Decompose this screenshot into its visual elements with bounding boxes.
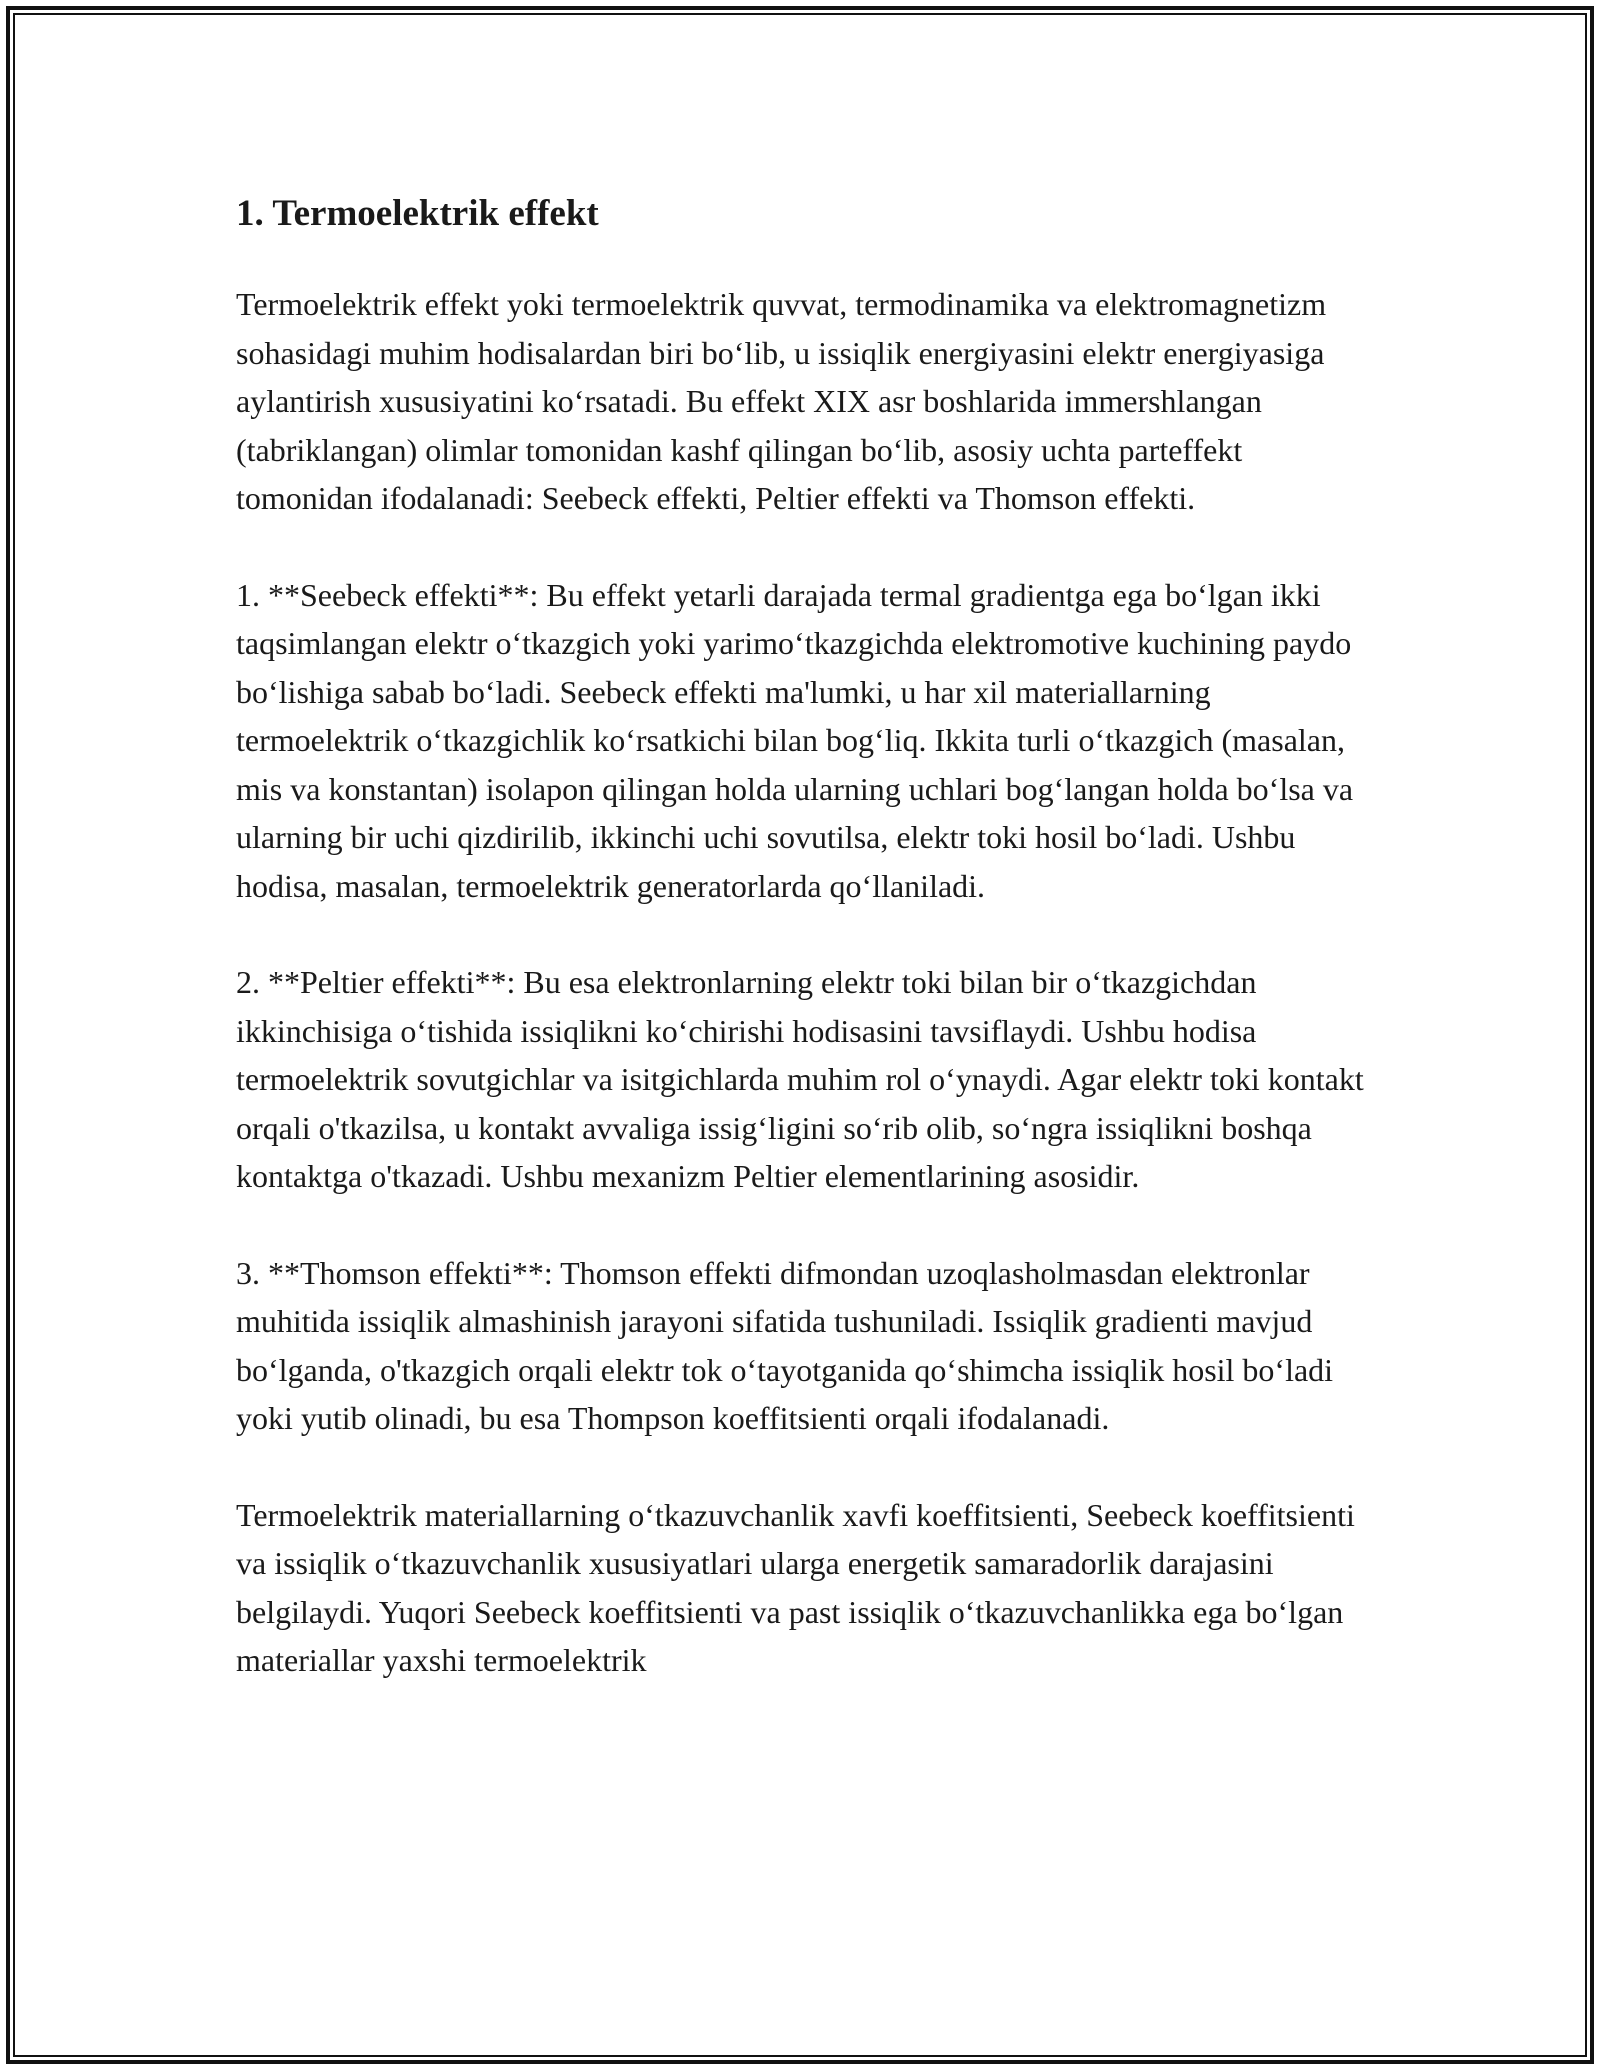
seebeck-paragraph: 1. **Seebeck effekti**: Bu effekt yetarli darajada termal gradientga ega bo‘lgan ikki taqsimlangan elektr o‘tkazgich yoki yarimo‘tkazgichda elektromotive kuchining paydo bo‘lishiga sabab bo‘ladi. Seebeck effekti ma'lumki, u har xil materiallarning termoelektrik o‘tkazgichlik ko‘rsatkichi bilan bog‘liq. Ikkita turli o‘tkazgich (masalan, mis va konstantan) isolapon qilingan holda ularning uchlari bog‘langan holda bo‘lsa va ularning bir uchi qizdirilib, ikkinchi uchi sovutilsa, elektr toki hosil bo‘ladi. Ushbu hodisa, masalan, termoelektrik generatorlarda qo‘llaniladi.: [236, 576, 1354, 904]
intro-paragraph: Termoelektrik effekt yoki termoelektrik quvvat, termodinamika va elektromagnetizm sohasidagi muhim hodisalardan biri bo‘lib, u issiqlik energiyasini elektr energiyasiga aylantirish xususiyatini ko‘rsatadi. Bu effekt XIX asr boshlarida immershlangan (tabriklangan) olimlar tomonidan kashf qilingan bo‘lib, asosiy uchta parteffekt tomonidan ifodalanadi: Seebeck effekti, Peltier effekti va Thomson effekti.: [236, 286, 1327, 516]
materials-paragraph: Termoelektrik materiallarning o‘tkazuvchanlik xavfi koeffitsienti, Seebeck koeffitsienti va issiqlik o‘tkazuvchanlik xususiyatlari ularga energetik samaradorlik darajasini belgilaydi. Yuqori Seebeck koeffitsienti va past issiqlik o‘tkazuvchanlikka ega bo‘lgan materiallar yaxshi termoelektrik: [236, 1496, 1355, 1678]
document-body: [236, 186, 1376, 1733]
thomson-paragraph: 3. **Thomson effekti**: Thomson effekti difmondan uzoqlasholmasdan elektronlar muhitida issiqlik almashinish jarayoni sifatida tushuniladi. Issiqlik gradienti mavjud bo‘lganda, o'tkazgich orqali elektr tok o‘tayotganida qo‘shimcha issiqlik hosil bo‘ladi yoki yutib olinadi, bu esa Thompson koeffitsienti orqali ifodalanadi.: [236, 1254, 1334, 1436]
peltier-paragraph: 2. **Peltier effekti**: Bu esa elektronlarning elektr toki bilan bir o‘tkazgichdan ikkinchisiga o‘tishida issiqlikni ko‘chirishi hodisasini tavsiflaydi. Ushbu hodisa termoelektrik sovutgichlar va isitgichlarda muhim rol o‘ynaydi. Agar elektr toki kontakt orqali o'tkazilsa, u kontakt avvaliga issig‘ligini so‘rib olib, so‘ngra issiqlikni boshqa kontaktga o'tkazadi. Ushbu mexanizm Peltier elementlarining asosidir.: [236, 964, 1364, 1194]
section-heading: 1. Termoelektrik effekt: [236, 193, 599, 234]
